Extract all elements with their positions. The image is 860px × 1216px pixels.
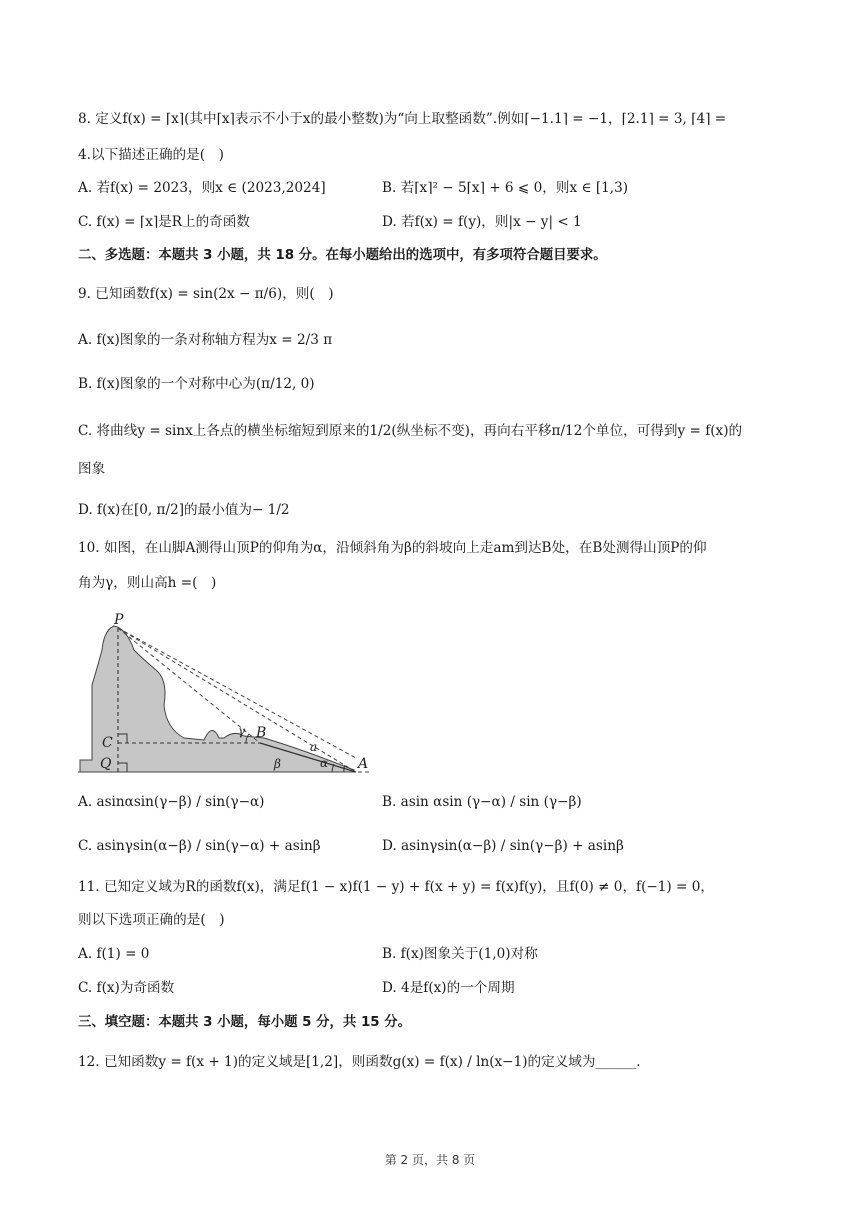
q11-option-a: A. f(1) = 0 — [78, 946, 150, 962]
q10-option-d: D. asinγsin(α−β) / sin(γ−β) + asinβ — [382, 838, 624, 854]
q11-option-d: D. 4是f(x)的一个周期 — [382, 980, 515, 996]
section-heading-multiple-choice: 二、多选题：本题共 3 小题，共 18 分。在每小题给出的选项中，有多项符合题目要求。 — [78, 248, 607, 263]
label-gamma: γ — [238, 724, 246, 738]
mountain-diagram — [74, 610, 384, 780]
q10-option-b: B. asin αsin (γ−α) / sin (γ−β) — [382, 794, 582, 810]
q11-stem-line1: 11. 已知定义域为R的函数f(x)，满足f(1 − x)f(1 − y) + f(x + y) = f(x)f(y)，且f(0) ≠ 0，f(−1) = 0， — [78, 879, 714, 895]
label-p: P — [114, 612, 124, 628]
q9-option-c-line1: C. 将曲线y = sinx上各点的横坐标缩短到原来的1/2(纵坐标不变)，再向右平移π/12个单位，可得到y = f(x)的 — [78, 423, 743, 439]
q9-option-d: D. f(x)在[0, π/2]的最小值为− 1/2 — [78, 502, 290, 518]
q12-stem: 12. 已知函数y = f(x + 1)的定义域是[1,2]，则函数g(x) = f(x) / ln(x−1)的定义域为______. — [78, 1054, 641, 1070]
label-c: C — [102, 735, 113, 751]
q9-option-c-line2: 图象 — [78, 461, 106, 477]
q10-option-c: C. asinγsin(α−β) / sin(γ−α) + asinβ — [78, 838, 321, 854]
label-a-point: A — [358, 756, 369, 772]
q8-option-a: A. 若f(x) = 2023，则x ∈ (2023,2024] — [78, 180, 326, 196]
mountain-figure — [74, 610, 384, 784]
q10-stem-line2: 角为γ，则山高h =( ) — [78, 575, 217, 591]
q8-option-b: B. 若⌈x⌉² − 5⌈x⌉ + 6 ⩽ 0，则x ∈ [1,3) — [382, 180, 629, 196]
q11-option-c: C. f(x)为奇函数 — [78, 980, 175, 996]
q11-option-b: B. f(x)图象关于(1,0)对称 — [382, 946, 538, 962]
label-beta: β — [274, 757, 281, 771]
page-footer: 第 2 页，共 8 页 — [384, 1153, 476, 1167]
q11-stem-line2: 则以下选项正确的是( ) — [78, 912, 225, 928]
q8-option-d: D. 若f(x) = f(y)，则|x − y| < 1 — [382, 214, 582, 230]
label-q: Q — [100, 756, 112, 772]
q10-option-a: A. asinαsin(γ−β) / sin(γ−α) — [78, 794, 265, 810]
q9-option-a: A. f(x)图象的一条对称轴方程为x = 2/3 π — [78, 332, 333, 348]
label-b: B — [256, 725, 267, 741]
q8-option-c: C. f(x) = ⌈x⌉是R上的奇函数 — [78, 214, 250, 230]
label-a-length: a — [310, 740, 318, 754]
section-heading-fill-in: 三、填空题：本题共 3 小题，每小题 5 分，共 15 分。 — [78, 1015, 412, 1030]
label-alpha: α — [320, 756, 329, 770]
q10-stem-line1: 10. 如图，在山脚A测得山顶P的仰角为α，沿倾斜角为β的斜坡向上走am到达B处，在B处测得山顶P的仰 — [78, 540, 707, 556]
q9-stem: 9. 已知函数f(x) = sin(2x − π/6)，则( ) — [78, 286, 334, 302]
q9-option-b: B. f(x)图象的一个对称中心为(π/12, 0) — [78, 376, 315, 392]
q8-stem-line2: 4.以下描述正确的是( ) — [78, 147, 224, 163]
q8-stem-line1: 8. 定义f(x) = ⌈x⌉(其中⌈x⌉表示不小于x的最小整数)为“向上取整函数”.例如⌈−1.1⌉ = −1，⌈2.1⌉ = 3, ⌈4⌉ = — [78, 111, 727, 127]
